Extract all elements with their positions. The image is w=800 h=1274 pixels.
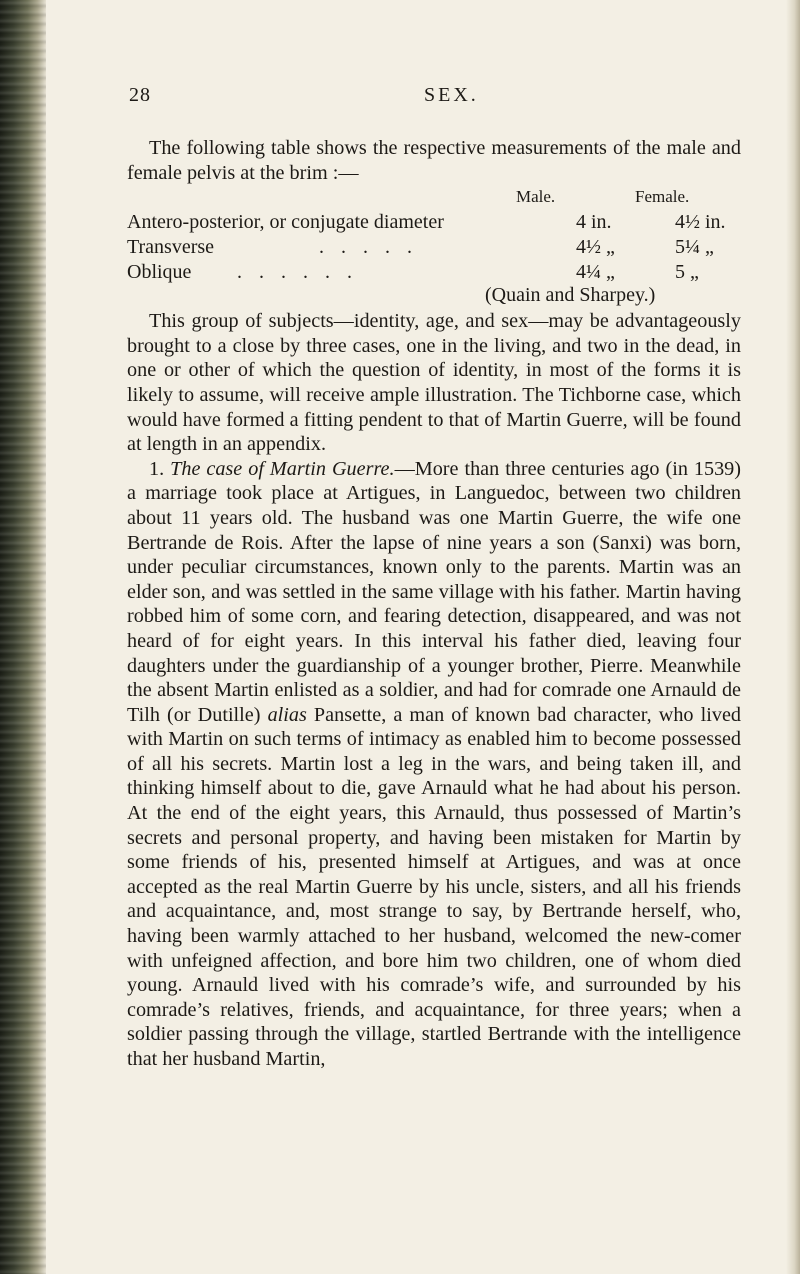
page-right-edge <box>786 0 800 1274</box>
leader-dots: . . . . . . <box>237 261 358 284</box>
column-header-female: Female. <box>635 187 690 207</box>
alias-word: alias <box>267 703 307 726</box>
cell-male-transverse: 4½ „ <box>576 236 615 259</box>
row-label-oblique: Oblique <box>127 261 192 284</box>
cell-female-antero-posterior: 4½ in. <box>675 211 726 234</box>
cell-male-antero-posterior: 4 in. <box>576 211 612 234</box>
paragraph-identity-age-sex: This group of subjects—identity, age, and sex—may be advantageously brought to a close by three cases, one in the living, and two in the dead, in one or other of which the question of identity, in most of the forms it is likely to assume, will receive ample illustration. The Tichborne case, which would have formed a fitting pendent to that of Martin Guerre, will be found at length in an appendix. <box>127 310 741 456</box>
cell-male-oblique: 4¼ „ <box>576 261 615 284</box>
cell-female-transverse: 5¼ „ <box>675 236 714 259</box>
row-label-transverse: Transverse <box>127 236 215 259</box>
paragraph-martin-guerre <box>127 457 741 1072</box>
book-binding-edge <box>0 0 46 1274</box>
page-number: 28 <box>129 84 151 106</box>
case-number: 1. <box>149 457 165 480</box>
running-head: SEX. <box>424 84 479 106</box>
pelvis-measurement-table <box>127 185 741 309</box>
table-source: (Quain and Sharpey.) <box>485 284 656 307</box>
page-header <box>0 84 800 114</box>
case-body-continued: Pansette, a man of known bad character, who lived with Martin on such terms of intimacy as enabled him to become possessed of all his secrets. Martin lost a leg in the wars, and being taken ill, and thinking himself about to die, gave Arnauld what he had about his person. At the end of the eight years, this Arnauld, thus possessed of Martin’s secrets and personal property, and having been mistaken for Martin by some friends of his, presented himself at Artigues, and was at once accepted as the real Martin Guerre by his uncle, sisters, and all his friends and acquaintance, and, most strange to say, by Bertrande herself, who, having been warmly attached to her husband, welcomed the new-comer with unfeigned affection, and bore him two children, one of whom died young. Arnauld lived with his comrade’s wife, and surrounded by his comrade’s relatives, friends, and acquaintance, for three years; when a soldier passing through the village, startled Bertrande with the intelligence that her husband Martin, <box>127 703 741 1070</box>
case-title: The case of Martin Guerre. <box>170 457 395 480</box>
table-intro: The following table shows the respective measurements of the male and female pelvis at the brim :— <box>127 137 741 184</box>
page-body <box>127 136 741 1072</box>
leader-dots: . . . . . <box>319 236 418 259</box>
cell-female-oblique: 5 „ <box>675 261 699 284</box>
case-body: —More than three centuries ago (in 1539) a marriage took place at Artigues, in Languedoc, between two children about 11 years old. The husband was one Martin Guerre, the wife one Bertrande de Rois. After the lapse of nine years a son (Sanxi) was born, under peculiar circumstances, known only to the parents. Martin was an elder son, and was settled in the same village with his father. Martin having robbed him of some corn, and fearing detection, disappeared, and was not heard of for eight years. In this interval his father died, leaving four daughters under the guardianship of a younger brother, Pierre. Meanwhile the absent Martin enlisted as a soldier, and had for comrade one Arnauld de Tilh (or Dutille) <box>127 457 741 726</box>
row-label-antero-posterior: Antero-posterior, or conjugate diameter <box>127 211 444 234</box>
column-header-male: Male. <box>516 187 556 207</box>
